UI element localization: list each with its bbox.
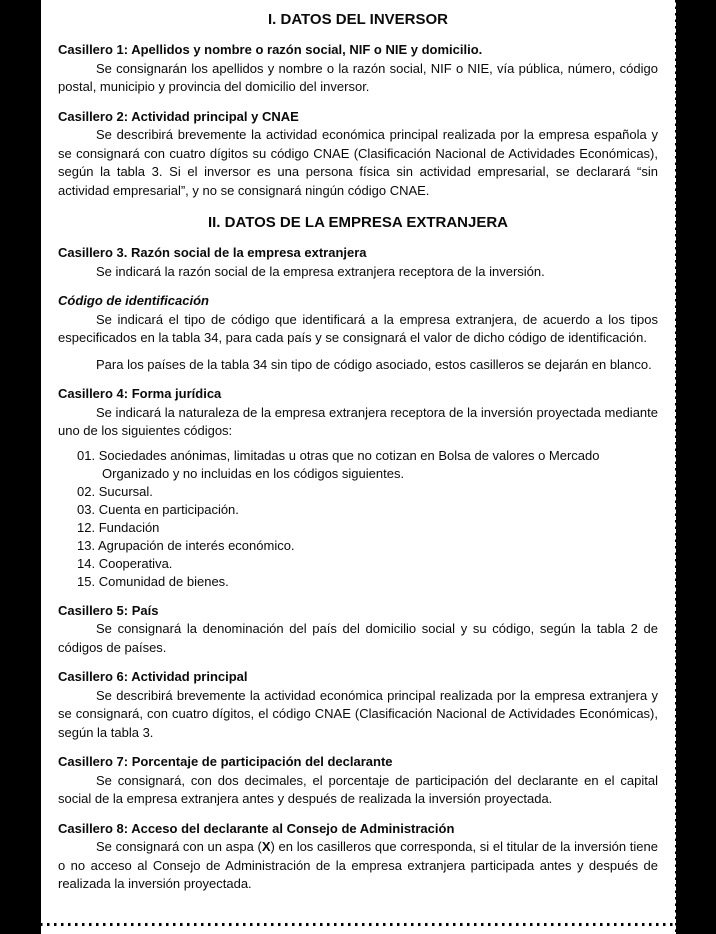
forma-juridica-item [77, 501, 658, 519]
item-text: Cooperativa. [98, 555, 173, 571]
item-number: 15. [77, 573, 96, 589]
casillero-1-heading: Casillero 1: Apellidos y nombre o razón social, NIF o NIE y domicilio. [58, 42, 483, 57]
casillero-8-heading: Casillero 8: Acceso del declarante al Consejo de Administración [58, 820, 455, 836]
item-number: 13. [77, 537, 96, 553]
item-text: Sociedades anónimas, limitadas u otras que no cotizan en Bolsa de valores o Mercado Organizado y no incluidas en los códigos siguientes. [98, 447, 600, 481]
casillero-5-body: Se consignará la denominación del país del domicilio social y su código, según la tabla 2 de códigos de países. [58, 621, 658, 655]
casillero-3-body: Se indicará la razón social de la empresa extranjera receptora de la inversión. [96, 263, 545, 279]
casillero-1-body: Se consignarán los apellidos y nombre o la razón social, NIF o NIE, vía pública, número, código postal, municipio y provincia del domicilio del inversor. [58, 60, 658, 94]
casillero-8-body-post: ) en los casilleros que corresponda, si el titular de la inversión tiene o no acceso al Consejo de Administración de la empresa extranjera participada antes y después de realizada la inversión proyectada. [58, 839, 658, 891]
document-page [41, 0, 676, 934]
casillero-2-body: Se describirá brevemente la actividad económica principal realizada por la empresa española y se consignará con cuatro dígitos su código CNAE (Clasificación Nacional de Actividades Económicas), según la tabla 3. Si el inversor es una persona física sin actividad empresarial, se declarará “sin actividad empresarial”, y no se consignará ningún código CNAE. [58, 127, 658, 198]
casillero-8-body-x: X [261, 839, 271, 854]
forma-juridica-item [77, 537, 658, 555]
item-number: 01. [77, 447, 96, 463]
item-number: 14. [77, 555, 96, 571]
forma-juridica-item [77, 447, 658, 483]
codigo-identificacion-note: Para los países de la tabla 34 sin tipo de código asociado, estos casilleros se dejarán en blanco. [96, 356, 652, 372]
codigo-identificacion-body: Se indicará el tipo de código que identificará a la empresa extranjera, de acuerdo a los tipos especificados en la tabla 34, para cada país y se consignará el valor de dicho código de identificación. [58, 311, 658, 345]
forma-juridica-item [77, 483, 658, 501]
casillero-2-heading: Casillero 2: Actividad principal y CNAE [58, 108, 299, 124]
item-text: Sucursal. [98, 483, 153, 499]
forma-juridica-list [58, 447, 658, 591]
page-left-dotted-border [38, 0, 41, 934]
forma-juridica-item [77, 519, 658, 537]
item-text: Fundación [98, 519, 160, 535]
casillero-4-heading: Casillero 4: Forma jurídica [58, 386, 222, 401]
section-2-title: II. DATOS DE LA EMPRESA EXTRANJERA [207, 214, 509, 231]
item-number: 02. [77, 483, 96, 499]
item-number: 03. [77, 501, 96, 517]
item-text: Agrupación de interés económico. [97, 537, 295, 553]
section-1-title: I. DATOS DEL INVERSOR [267, 11, 449, 28]
casillero-3-heading: Casillero 3. Razón social de la empresa extranjera [58, 245, 367, 260]
casillero-7-body: Se consignará, con dos decimales, el porcentaje de participación del declarante en el capital social de la empresa extranjera antes y después de realizada la inversión proyectada. [58, 772, 658, 806]
casillero-7-heading: Casillero 7: Porcentaje de participación del declarante [58, 754, 393, 769]
casillero-6-heading: Casillero 6: Actividad principal [58, 669, 248, 684]
casillero-5-heading: Casillero 5: País [58, 602, 159, 618]
page-content [58, 6, 658, 894]
forma-juridica-item [77, 555, 658, 573]
item-text: Comunidad de bienes. [98, 573, 229, 589]
item-number: 12. [77, 519, 96, 535]
casillero-4-body: Se indicará la naturaleza de la empresa extranjera receptora de la inversión proyectada mediante uno de los siguientes códigos: [58, 404, 658, 438]
page-bottom-dotted-border [40, 923, 676, 926]
codigo-identificacion-heading: Código de identificación [58, 293, 209, 308]
page-right-dotted-border [675, 0, 678, 934]
casillero-8-body-pre: Se consignará con un aspa ( [96, 839, 262, 854]
casillero-6-body: Se describirá brevemente la actividad económica principal realizada por la empresa extranjera y se consignará, con cuatro dígitos, el código CNAE (Clasificación Nacional de Actividades Económicas), según la tabla 3. [58, 687, 658, 740]
casillero-8-body [58, 838, 658, 894]
item-text: Cuenta en participación. [98, 501, 239, 517]
forma-juridica-item [77, 573, 658, 591]
